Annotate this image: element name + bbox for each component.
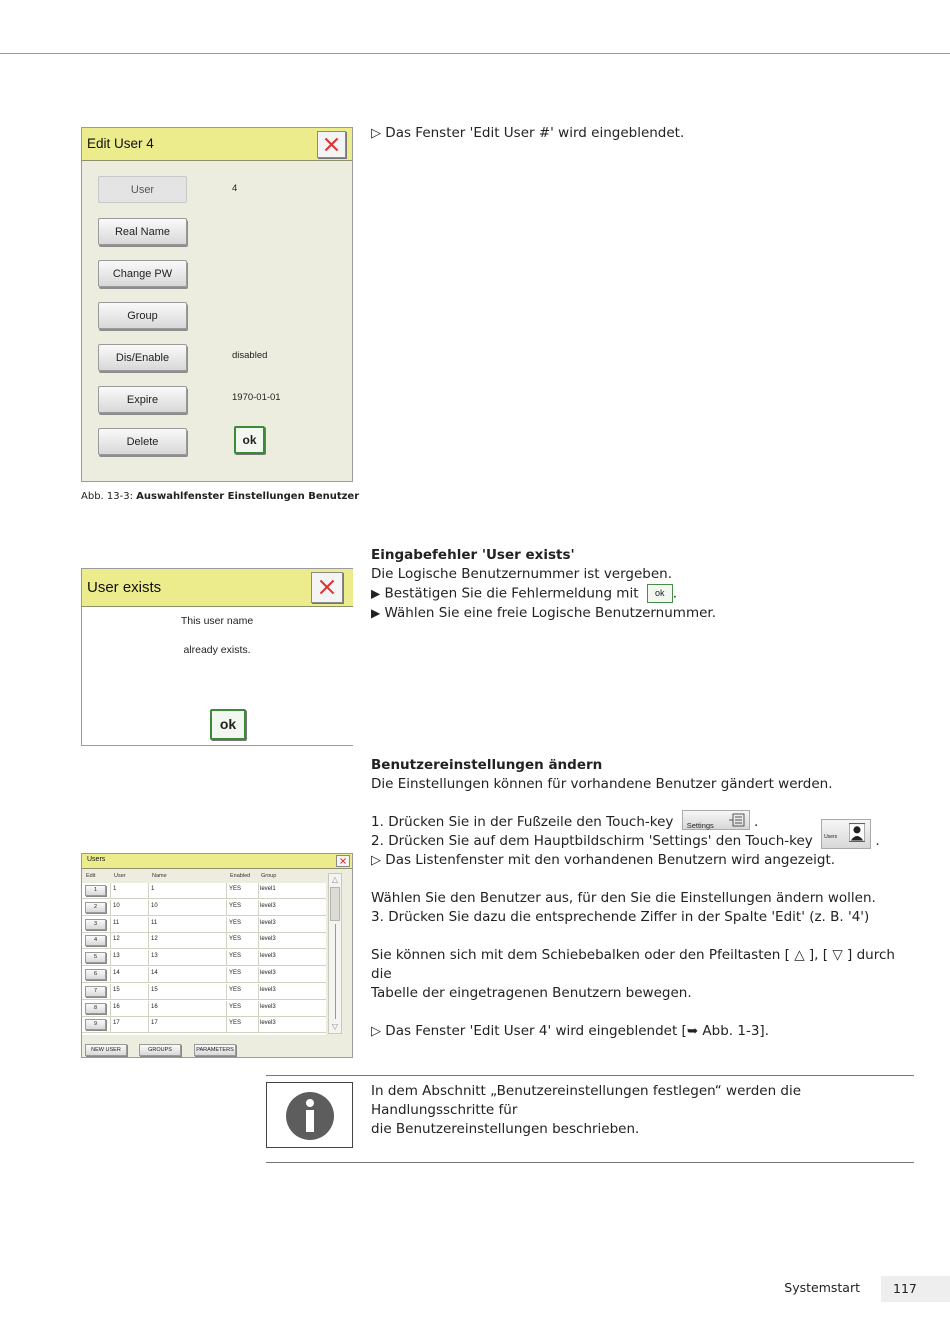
change-pw-button[interactable]: Change PW [98, 260, 187, 287]
column-divider [148, 984, 149, 1000]
step-text: Drücken Sie auf dem Hauptbildschirm 'Settings' den Touch-key [388, 833, 813, 849]
user-cell: 16 [113, 1003, 120, 1010]
section-heading: Benutzereinstellungen ändern [371, 757, 603, 773]
column-divider [258, 950, 259, 966]
column-divider [110, 917, 111, 933]
edit-button[interactable]: 7 [85, 986, 106, 997]
page-number: 117 [893, 1281, 917, 1296]
scroll-up-icon[interactable]: △ [331, 875, 339, 884]
expire-button[interactable]: Expire [98, 386, 187, 413]
name-cell: 17 [151, 1020, 158, 1027]
footer-page-box [881, 1276, 950, 1302]
enabled-cell: YES [229, 970, 242, 976]
dis-enable-button[interactable]: Dis/Enable [98, 344, 187, 371]
column-divider [258, 883, 259, 899]
step-3 [371, 908, 916, 927]
step-text: Wählen Sie eine freie Logische Benutzernummer. [384, 604, 717, 621]
name-cell: 16 [151, 1003, 158, 1010]
info-text [371, 1082, 916, 1139]
step-arrow-icon: ▶ [371, 586, 381, 601]
edit-button[interactable]: 8 [85, 1003, 106, 1014]
user-button: User [98, 176, 187, 203]
edit-button[interactable]: 4 [85, 935, 106, 946]
step-confirm [371, 584, 911, 604]
edit-button[interactable]: 6 [85, 969, 106, 980]
col-header-enabled: Enabled [230, 873, 251, 879]
edit-button[interactable]: 9 [85, 1019, 106, 1030]
result-arrow-icon: ▷ [371, 126, 381, 141]
message-line-2: already exists. [183, 644, 251, 656]
group-cell: level3 [260, 919, 276, 926]
step-arrow-icon: ▶ [371, 605, 381, 620]
down-triangle-icon: ▽ [832, 947, 843, 963]
user-exists-dialog [81, 568, 353, 746]
result-list [371, 851, 916, 870]
edit-button[interactable]: 3 [85, 919, 106, 930]
column-divider [226, 917, 227, 933]
column-divider [148, 950, 149, 966]
user-cell: 17 [113, 1020, 120, 1027]
ok-key-icon [647, 584, 673, 603]
group-cell: level3 [260, 936, 276, 943]
column-divider [258, 933, 259, 949]
settings-key-label: Settings [686, 821, 714, 830]
groups-button[interactable]: GROUPS [139, 1044, 181, 1056]
users-list-window [81, 853, 353, 1058]
scroll-thumb[interactable] [330, 887, 340, 921]
column-divider [226, 1017, 227, 1033]
table-row [82, 1017, 326, 1033]
column-divider [148, 933, 149, 949]
figure-caption [81, 491, 359, 502]
column-divider [226, 900, 227, 916]
enabled-cell: YES [229, 953, 242, 960]
name-cell: 1 [151, 886, 155, 892]
enabled-cell: YES [229, 986, 242, 993]
group-cell: level3 [260, 986, 276, 993]
user-cell: 11 [113, 919, 120, 926]
caption-title: Auswahlfenster Einstellungen Benutzer [136, 491, 360, 502]
dialog-title: User exists [87, 579, 162, 596]
column-divider [110, 883, 111, 899]
ok-key-label: ok [655, 588, 665, 598]
step-text: Drücken Sie in der Fußzeile den Touch-key [388, 814, 674, 830]
step-number: 1. [371, 814, 384, 830]
step-choose [371, 604, 911, 623]
name-cell: 10 [151, 902, 158, 909]
table-row [82, 900, 326, 916]
dis-enable-value: disabled [232, 350, 268, 361]
name-cell: 14 [151, 970, 158, 976]
info-rule-top [266, 1075, 914, 1076]
window-title: Users [87, 856, 106, 863]
close-icon [318, 132, 345, 157]
step-number: 2. [371, 833, 384, 849]
col-header-edit: Edit [86, 873, 96, 879]
column-divider [110, 1017, 111, 1033]
settings-list-icon [729, 813, 745, 827]
edit-button[interactable]: 5 [85, 952, 106, 963]
column-divider [110, 1001, 111, 1017]
section-heading: Eingabefehler 'User exists' [371, 547, 575, 563]
caption-prefix: Abb. 13-3: [81, 491, 137, 502]
name-cell: 15 [151, 986, 158, 993]
column-divider [110, 984, 111, 1000]
edit-button[interactable]: 2 [85, 902, 106, 913]
header-rule [0, 53, 950, 54]
close-button[interactable] [336, 855, 350, 867]
info-icon [285, 1091, 335, 1141]
reference-arrow-icon: ➥ [686, 1023, 699, 1039]
column-divider [226, 1001, 227, 1017]
column-divider [148, 1001, 149, 1017]
section-change-settings [371, 756, 916, 1041]
reference-link[interactable]: Abb. 1-3]. [702, 1023, 769, 1039]
new-user-button[interactable]: NEW USER [85, 1044, 127, 1056]
column-divider [226, 984, 227, 1000]
step-2 [371, 832, 916, 851]
dialog-title-bar [82, 128, 352, 161]
step-text-end: . [672, 585, 678, 602]
group-cell: level3 [260, 970, 276, 976]
col-header-name: Name [152, 873, 167, 879]
table-row [82, 883, 326, 899]
parameters-button[interactable]: PARAMETERS [194, 1044, 236, 1056]
dialog-title-bar [82, 569, 353, 607]
user-cell: 14 [113, 970, 120, 976]
column-divider [226, 950, 227, 966]
group-cell: level3 [260, 902, 276, 909]
column-divider [148, 917, 149, 933]
step-text: Drücken Sie dazu die entsprechende Ziffer in der Spalte 'Edit' (z. B. '4') [388, 909, 870, 925]
close-button[interactable] [317, 131, 346, 158]
scroll-text-a: Sie können sich mit dem Schiebebalken oder den Pfeiltasten [ [371, 947, 790, 963]
step-number: 3. [371, 909, 384, 925]
close-icon [312, 573, 342, 602]
scroll-text [371, 946, 916, 984]
close-button[interactable] [311, 572, 343, 603]
column-divider [258, 900, 259, 916]
result-arrow-icon: ▷ [371, 1024, 381, 1039]
result-text: Das Listenfenster mit den vorhandenen Benutzern wird angezeigt. [385, 852, 836, 868]
enabled-cell: YES [229, 902, 242, 909]
column-divider [110, 933, 111, 949]
column-divider [148, 967, 149, 983]
user-silhouette-icon [849, 823, 865, 842]
message-line-1: This user name [180, 615, 254, 627]
group-cell: level3 [260, 1020, 276, 1027]
table-row [82, 917, 326, 933]
column-divider [226, 883, 227, 899]
footer-section-name: Systemstart [784, 1280, 860, 1295]
delete-button[interactable]: Delete [98, 428, 187, 455]
name-cell: 12 [151, 936, 158, 943]
enabled-cell: YES [229, 886, 242, 892]
section-text: Die Logische Benutzernummer ist vergeben. [371, 566, 673, 582]
group-button[interactable]: Group [98, 302, 187, 329]
column-divider [226, 933, 227, 949]
scroll-text-b: ], [ [808, 947, 829, 963]
user-cell: 13 [113, 953, 120, 960]
choose-text: Wählen Sie den Benutzer aus, für den Sie die Einstellungen ändern wollen. [371, 890, 876, 906]
column-divider [110, 967, 111, 983]
user-cell: 10 [113, 902, 120, 909]
real-name-button[interactable]: Real Name [98, 218, 187, 245]
step-text: Bestätigen Sie die Fehlermeldung mit [384, 585, 639, 602]
table-row [82, 967, 326, 983]
col-header-user: User [114, 873, 126, 879]
close-icon [337, 856, 349, 866]
step-text-end: . [875, 833, 880, 849]
scroll-down-icon[interactable]: ▽ [331, 1022, 339, 1031]
column-divider [258, 1017, 259, 1033]
group-cell: level3 [260, 1003, 276, 1010]
users-key-icon [821, 819, 871, 849]
section-intro: Die Einstellungen können für vorhandene Benutzer gändert werden. [371, 776, 833, 792]
column-divider [258, 984, 259, 1000]
dialog-title: Edit User 4 [87, 136, 154, 151]
name-cell: 13 [151, 953, 158, 960]
ok-button[interactable]: ok [234, 426, 265, 454]
enabled-cell: YES [229, 936, 242, 943]
column-divider [110, 900, 111, 916]
table-row [82, 933, 326, 949]
result-line-1 [371, 124, 684, 143]
info-line-2: die Benutzereinstellungen beschrieben. [371, 1121, 640, 1137]
column-divider [110, 950, 111, 966]
group-cell: level3 [260, 953, 276, 960]
ok-button[interactable]: ok [210, 709, 246, 740]
step-text-end: . [753, 814, 759, 830]
edit-button[interactable]: 1 [85, 885, 106, 896]
user-cell: 12 [113, 936, 120, 943]
users-key-label: Users [824, 834, 838, 840]
table-row [82, 984, 326, 1000]
enabled-cell: YES [229, 1020, 242, 1027]
column-divider [148, 900, 149, 916]
info-rule-bottom [266, 1162, 914, 1163]
column-divider [258, 967, 259, 983]
user-cell: 1 [113, 886, 117, 892]
col-header-group: Group [261, 873, 277, 879]
scroll-text-c: ] durch die [371, 947, 895, 982]
up-triangle-icon: △ [794, 947, 805, 963]
result-text: Das Fenster 'Edit User #' wird eingeblendet. [385, 125, 685, 141]
result-text: Das Fenster 'Edit User 4' wird eingeblendet [ [385, 1023, 687, 1039]
expire-value: 1970-01-01 [232, 392, 281, 403]
user-value: 4 [232, 183, 238, 194]
settings-key-icon [682, 810, 750, 830]
column-divider [148, 883, 149, 899]
result-arrow-icon: ▷ [371, 853, 381, 868]
result-edit-user [371, 1022, 916, 1041]
name-cell: 11 [151, 919, 158, 926]
enabled-cell: YES [229, 1003, 242, 1010]
section-user-exists [371, 546, 911, 623]
group-cell: level1 [260, 886, 276, 892]
table-row [82, 950, 326, 966]
info-line-1: In dem Abschnitt „Benutzereinstellungen festlegen“ werden die Handlungsschritte für [371, 1083, 802, 1118]
enabled-cell: YES [229, 919, 242, 926]
column-divider [148, 1017, 149, 1033]
scroll-text-line2: Tabelle der eingetragenen Benutzern bewegen. [371, 985, 692, 1001]
info-icon-box [266, 1082, 353, 1148]
column-divider [258, 1001, 259, 1017]
window-title-bar [82, 854, 352, 869]
scroll-track-line [335, 924, 336, 1019]
users-table [82, 883, 326, 1035]
column-divider [226, 967, 227, 983]
column-divider [258, 917, 259, 933]
user-cell: 15 [113, 986, 120, 993]
table-row [82, 1001, 326, 1017]
table-scrollbar[interactable] [328, 873, 342, 1034]
edit-user-dialog [81, 127, 353, 482]
